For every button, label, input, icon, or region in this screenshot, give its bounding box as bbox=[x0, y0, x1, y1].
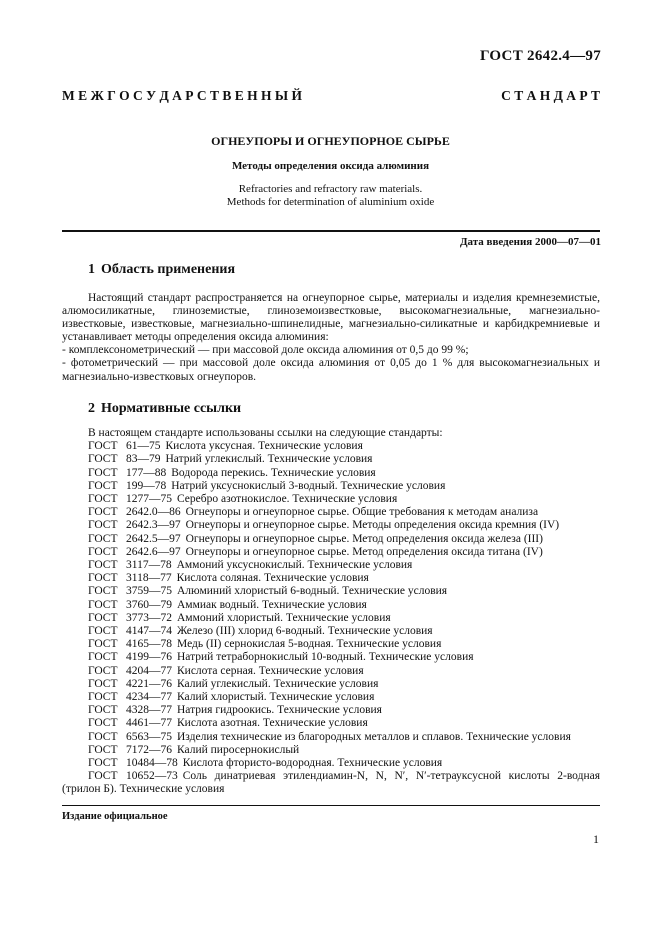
reference-row: ГОСТ 4221—76 Калий углекислый. Технические условия bbox=[88, 677, 379, 690]
document-subtitle: Методы определения оксида алюминия bbox=[231, 160, 430, 172]
scope-item-photometric: - фотометрический — при массовой доле оксида алюминия от 0,05 до 1 % для высокомагнезиальных и магнезиально-известковых огнеупоров. bbox=[62, 357, 600, 383]
reference-row: ГОСТ 177—88 Водорода перекись. Технические условия bbox=[88, 466, 376, 479]
reference-row: ГОСТ 3759—75 Алюминий хлористый 6-водный. Технические условия bbox=[88, 585, 448, 598]
section-2-heading bbox=[88, 401, 241, 417]
english-title bbox=[0, 183, 661, 209]
normative-references-list bbox=[62, 427, 600, 797]
reference-row: ГОСТ 83—79 Натрий углекислый. Технические условия bbox=[88, 453, 373, 466]
section-1-title: Область применения bbox=[101, 262, 236, 277]
reference-7172: ГОСТ 7172—76 Калий пиросернокислый bbox=[88, 743, 300, 756]
references-lead: В настоящем стандарте использованы ссылки на следующие стандарты: bbox=[88, 427, 443, 439]
english-title-line-2: Methods for determination of aluminium oxide bbox=[226, 196, 435, 208]
section-1-heading bbox=[88, 262, 235, 278]
reference-row: ГОСТ 4328—77 Натрия гидроокись. Технические условия bbox=[88, 704, 382, 717]
banner-right: С Т А Н Д А Р Т bbox=[501, 88, 600, 103]
reference-row: ГОСТ 3760—79 Аммиак водный. Технические условия bbox=[88, 598, 367, 611]
section-2-title: Нормативные ссылки bbox=[101, 401, 242, 416]
section-2-number: 2 bbox=[88, 401, 95, 416]
header-divider bbox=[62, 230, 600, 232]
scope-item-complexometric: - комплексонометрический — при массовой доле оксида алюминия от 0,5 до 99 %; bbox=[62, 344, 469, 357]
reference-row: ГОСТ 4461—77 Кислота азотная. Технические условия bbox=[88, 717, 368, 730]
reference-row: ГОСТ 2642.3—97 Огнеупоры и огнеупорное сырье. Методы определения оксида кремния (IV) bbox=[88, 519, 560, 532]
standard-banner bbox=[62, 88, 600, 104]
official-edition-label: Издание официальное bbox=[62, 811, 168, 822]
reference-10652: ГОСТ 10652—73 Соль динатриевая этилендиамин-N, N, N′, N′-тетрауксусной кислоты 2-водная (трилон Б). Технические условия bbox=[62, 770, 600, 796]
scope-paragraph: Настоящий стандарт распространяется на огнеупорное сырье, материалы и изделия кремнеземистые, алюмосиликатные, глиноземистые, глиноземоизвестковые, высокомагнезиальные, магнезиально-известковые, известковые, магнезиально-шпинелидные, магнезиально-силикатные и карбидкремниевые и устанавливает методы определения оксида алюминия: bbox=[62, 292, 600, 344]
reference-row: ГОСТ 61—75 Кислота уксусная. Технические условия bbox=[88, 440, 363, 453]
reference-row: ГОСТ 3118—77 Кислота соляная. Технические условия bbox=[88, 572, 369, 585]
reference-row: ГОСТ 4165—78 Медь (II) сернокислая 5-водная. Технические условия bbox=[88, 638, 442, 651]
document-title: ОГНЕУПОРЫ И ОГНЕУПОРНОЕ СЫРЬЕ bbox=[211, 134, 450, 148]
english-title-line-1: Refractories and refractory raw materials. bbox=[238, 183, 423, 195]
reference-row: ГОСТ 2642.5—97 Огнеупоры и огнеупорное сырье. Метод определения оксида железа (III) bbox=[88, 532, 543, 545]
reference-row: ГОСТ 3773—72 Аммоний хлористый. Технические условия bbox=[88, 611, 391, 624]
section-1-body bbox=[62, 292, 600, 384]
reference-row: ГОСТ 4147—74 Железо (III) хлорид 6-водный. Технические условия bbox=[88, 625, 433, 638]
document-code: ГОСТ 2642.4—97 bbox=[479, 48, 601, 64]
reference-6563: ГОСТ 6563—75 Изделия технические из благородных металлов и сплавов. Технические условия bbox=[88, 730, 571, 743]
reference-row: ГОСТ 1277—75 Серебро азотнокислое. Технические условия bbox=[88, 493, 398, 506]
page-number: 1 bbox=[593, 832, 599, 846]
banner-left: М Е Ж Г О С У Д А Р С Т В Е Н Н Ы Й bbox=[62, 88, 303, 103]
reference-row: ГОСТ 4204—77 Кислота серная. Технические условия bbox=[88, 664, 364, 677]
reference-row: ГОСТ 4234—77 Калий хлористый. Технические условия bbox=[88, 691, 375, 704]
reference-row: ГОСТ 2642.6—97 Огнеупоры и огнеупорное сырье. Метод определения оксида титана (IV) bbox=[88, 545, 543, 558]
introduction-date: Дата введения 2000—07—01 bbox=[459, 236, 601, 248]
reference-row: ГОСТ 3117—78 Аммоний уксуснокислый. Технические условия bbox=[88, 559, 413, 572]
reference-rows bbox=[62, 440, 600, 730]
reference-10484: ГОСТ 10484—78 Кислота фтористо-водородная. Технические условия bbox=[88, 757, 443, 770]
reference-row: ГОСТ 4199—76 Натрий тетраборнокислый 10-водный. Технические условия bbox=[88, 651, 474, 664]
reference-row: ГОСТ 2642.0—86 Огнеупоры и огнеупорное сырье. Общие требования к методам анализа bbox=[88, 506, 539, 519]
reference-row: ГОСТ 199—78 Натрий уксуснокислый 3-водный. Технические условия bbox=[88, 479, 446, 492]
footer-divider bbox=[62, 805, 600, 806]
section-1-number: 1 bbox=[88, 262, 95, 277]
